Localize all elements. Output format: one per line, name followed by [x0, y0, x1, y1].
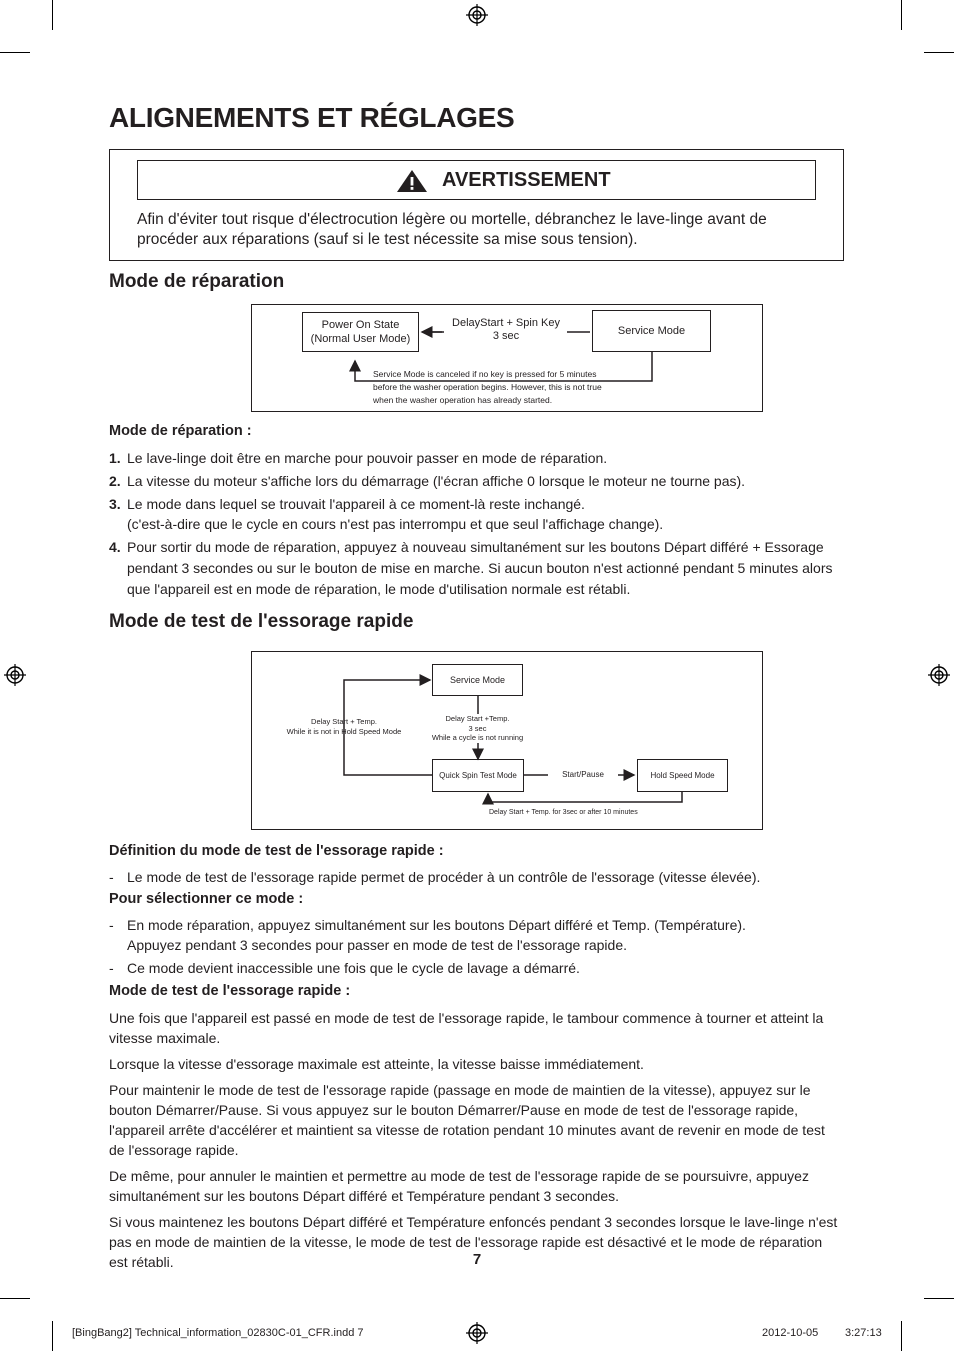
- cancel-note-line1: Service Mode is canceled if no key is pressed for 5 minutes: [373, 369, 597, 379]
- crop-mark: [52, 0, 53, 30]
- cancel-note-line3: when the washer operation has already started.: [373, 395, 553, 405]
- delaystart-spin-label: [446, 317, 566, 343]
- repair-mode-heading: Mode de réparation: [109, 271, 285, 292]
- cancel-note: [373, 368, 653, 407]
- bottom-transition-label: Delay Start + Temp. for 3sec or after 10 minutes: [489, 809, 638, 816]
- registration-mark-icon: [928, 664, 950, 686]
- item-text: La vitesse du moteur s'affiche lors du démarrage (l'écran affiche 0 lorsque le moteur ne tourne pas).: [127, 473, 746, 489]
- registration-mark-icon: [466, 4, 488, 26]
- service-mode-label: Service Mode: [449, 675, 506, 685]
- warning-label: AVERTISSEMENT: [442, 169, 611, 191]
- arrow-label-line1: DelayStart + Spin Key: [452, 317, 560, 329]
- repair-mode-subheading: Mode de réparation :: [109, 423, 252, 439]
- list-item: - Le mode de test de l'essorage rapide permet de procéder à un contrôle de l'essorage (vitesse élevée).: [109, 869, 761, 885]
- footer-file: [BingBang2] Technical_information_02830C-01_CFR.indd 7: [72, 1327, 364, 1339]
- arrow-label-line2: 3 sec: [492, 330, 520, 342]
- service-mode-box: [432, 664, 523, 696]
- list-item: [109, 494, 849, 534]
- list-item: - En mode réparation, appuyez simultanément sur les boutons Départ différé et Temp. (Température). Appuyez pendant 3 secondes pour passer en mode de test de l'essorage rapide.: [109, 917, 746, 953]
- paragraph: De même, pour annuler le maintien et permettre au mode de test de l'essorage rapide de se poursuivre, appuyez simultanément sur les boutons Départ différé et Température pendant 3 secondes.: [109, 1168, 809, 1204]
- definition-heading: Définition du mode de test de l'essorage rapide :: [109, 843, 444, 859]
- item-text: Pour sortir du mode de réparation, appuyez à nouveau simultanément sur les boutons Départ différé + Essorage pendant 3 secondes ou sur le bouton de mise en marche. Si aucun bouton n'est actionné pendant 5 minutes alors que l'appareil est en mode de réparation, le mode d'utilisation normale est rétabli.: [127, 539, 833, 597]
- crop-mark: [924, 1298, 954, 1299]
- warning-text: Afin d'éviter tout risque d'électrocution légère ou mortelle, débranchez le lave-linge avant de procéder aux réparations (sauf si le test nécessite sa mise sous tension).: [137, 211, 767, 248]
- item-text: Ce mode devient inaccessible une fois que le cycle de lavage a démarré.: [127, 960, 580, 976]
- crop-mark: [0, 1298, 30, 1299]
- start-pause-label: Start/Pause: [548, 770, 618, 780]
- crop-mark: [52, 1321, 53, 1351]
- power-on-state-box: [302, 312, 419, 352]
- quick-spin-diagram: [251, 651, 763, 830]
- item-text: Le lave-linge doit être en marche pour pouvoir passer en mode de réparation.: [127, 450, 608, 466]
- item-number: 3.: [109, 496, 121, 512]
- list-item: [109, 537, 849, 600]
- page-number: 7: [472, 1251, 482, 1268]
- quick-spin-label: Quick Spin Test Mode: [439, 771, 517, 780]
- left-label-line1: Delay Start + Temp.: [311, 717, 377, 726]
- page-title: ALIGNEMENTS ET RÉGLAGES: [109, 102, 515, 133]
- select-heading: Pour sélectionner ce mode :: [109, 891, 304, 907]
- registration-mark-icon: [4, 664, 26, 686]
- footer-date: 2012-10-05: [762, 1327, 819, 1339]
- item-number: 2.: [109, 473, 121, 489]
- power-on-line1: Power On State: [321, 319, 400, 331]
- repair-mode-diagram: [251, 304, 763, 412]
- item-text: Le mode dans lequel se trouvait l'appareil à ce moment-là reste inchangé. (c'est-à-dire que le cycle en cours n'est pas interrompu et que seul l'affichage change).: [127, 496, 664, 532]
- select-list: [109, 915, 849, 981]
- crop-mark: [924, 52, 954, 53]
- hold-speed-label: Hold Speed Mode: [650, 771, 715, 780]
- item-text: Le mode de test de l'essorage rapide permet de procéder à un contrôle de l'essorage (vitesse élevée).: [127, 869, 761, 885]
- paragraph: Pour maintenir le mode de test de l'essorage rapide (passage en mode de maintien de la vitesse), appuyez sur le bouton Démarrer/Pause. Si vous appuyez sur le bouton Démarrer/Pause en mode de test de l'essorage rapide, l'appareil arrête d'accélérer et maintient sa vitesse de rotation pendant 10 minutes avant de revenir en mode de test de l'essorage rapide.: [109, 1082, 825, 1158]
- cancel-note-line2: before the washer operation begins. However, this is not true: [373, 382, 602, 392]
- mid-label-line1: Delay Start +Temp.: [445, 714, 510, 723]
- crop-mark: [0, 52, 30, 53]
- quick-spin-test-box: [432, 759, 524, 792]
- quick-spin-heading: Mode de test de l'essorage rapide: [109, 611, 414, 632]
- quick-spin-paragraphs: [109, 1008, 844, 1278]
- power-on-line2: (Normal User Mode): [310, 333, 411, 345]
- paragraph: Lorsque la vitesse d'essorage maximale est atteinte, la vitesse baisse immédiatement.: [109, 1056, 644, 1072]
- item-number: 1.: [109, 450, 121, 466]
- warning-triangle-icon: [396, 169, 428, 193]
- crop-mark: [901, 0, 902, 30]
- item-text: En mode réparation, appuyez simultanément sur les boutons Départ différé et Temp. (Température). Appuyez pendant 3 secondes pour passer en mode de test de l'essorage rapide.: [127, 917, 746, 953]
- registration-mark-icon: [466, 1322, 488, 1344]
- definition-list: [109, 867, 849, 890]
- mid-label-line2: 3 sec: [468, 723, 487, 733]
- service-mode-box: [592, 310, 711, 352]
- crop-mark: [901, 1321, 902, 1351]
- list-item: [109, 471, 849, 491]
- left-label-line2: While it is not in Hold Speed Mode: [286, 726, 402, 736]
- mid-label-line3: While a cycle is not running: [431, 733, 524, 742]
- list-item: [109, 448, 849, 468]
- quick-spin-mode-heading: Mode de test de l'essorage rapide :: [109, 983, 351, 999]
- item-number: 4.: [109, 539, 121, 555]
- left-transition-label: [274, 717, 414, 736]
- hold-speed-box: [637, 759, 728, 792]
- footer-time: 3:27:13: [845, 1327, 882, 1339]
- mid-transition-label: [420, 714, 535, 743]
- paragraph: Une fois que l'appareil est passé en mode de test de l'essorage rapide, le tambour commence à tourner et atteint la vitesse maximale.: [109, 1010, 824, 1046]
- paragraph: Si vous maintenez les boutons Départ différé et Température enfoncés pendant 3 secondes lorsque le lave-linge n'est pas en mode de maintien de la vitesse, le mode de test de l'essorage rapide est désactivé et le mode de réparation est rétabli.: [109, 1214, 838, 1270]
- list-item: - Ce mode devient inaccessible une fois que le cycle de lavage a démarré.: [109, 960, 580, 976]
- warning-header: [137, 160, 816, 200]
- repair-mode-list: [109, 448, 849, 603]
- service-mode-label: Service Mode: [617, 325, 686, 337]
